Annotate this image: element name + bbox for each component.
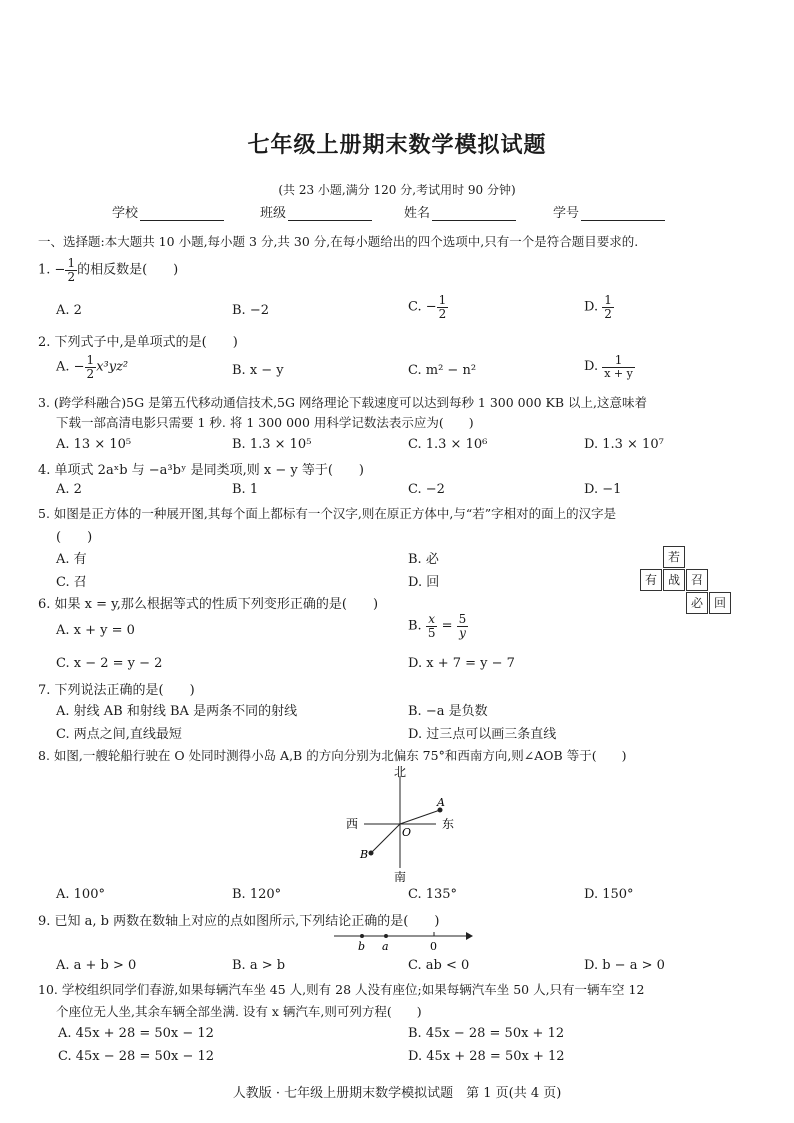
student-id-field: 学号 [553,202,665,221]
number-line-arrow [466,932,473,940]
question-10-line-2: 个座位无人坐,其余车辆全部坐满. 设有 x 辆汽车,则可列方程( ) [56,1004,422,1019]
q1-option-c[interactable]: C. − $\frac{1}{2}$ [408,293,447,321]
q3-option-b[interactable]: B. 1.3 × 10⁵ [232,437,312,452]
question-3-line-2: 下载一部高清电影只需要 1 秒. 将 1 300 000 用科学记数法表示应为( ) [56,415,474,430]
page-footer: 人教版 · 七年级上册期末数学模拟试题 第 1 页(共 4 页) [232,1086,562,1101]
point-b [369,851,374,856]
question-10-line-1: 10. 学校组织同学们春游,如果每辆汽车坐 45 人,则有 28 人没有座位;如果每辆汽车坐 50 人,只有一辆车空 12 [38,982,645,997]
name-field: 姓名 [404,202,516,221]
q5-option-a[interactable]: A. 有 [56,552,87,567]
q4-option-d[interactable]: D. −1 [584,482,622,497]
west-label: 西 [346,817,359,831]
fraction: $\frac{1}{x + y}$ [604,353,633,380]
exam-info: (共 23 小题,满分 120 分,考试用时 90 分钟) [278,183,516,197]
number-line-figure [330,926,476,956]
school-blank[interactable] [140,208,224,221]
q2-option-a[interactable]: A. − $\frac{1}{2}$ x³yz² [56,353,129,381]
question-3-line-1: 3. (跨学科融合)5G 是第五代移动通信技术,5G 网络理论下载速度可以达到每秒 1 300 000 KB 以上,这意味着 [38,395,647,410]
q9-option-a[interactable]: A. a + b > 0 [56,958,137,973]
q1-option-a[interactable]: A. 2 [56,303,82,318]
ray-oa [400,810,440,824]
q7-option-a[interactable]: A. 射线 AB 和射线 BA 是两条不同的射线 [56,704,298,719]
q3-option-c[interactable]: C. 1.3 × 10⁶ [408,437,488,452]
q10-option-b[interactable]: B. 45x − 28 = 50x + 12 [408,1026,565,1041]
net-cell-bottom-right: 回 [709,592,731,614]
cube-net-figure [640,546,740,622]
label-zero: 0 [430,940,437,953]
q4-option-b[interactable]: B. 1 [232,482,259,497]
q9-option-c[interactable]: C. ab < 0 [408,958,470,973]
label-a: A [437,796,445,809]
q7-option-b[interactable]: B. −a 是负数 [408,704,488,719]
school-field: 学校 [112,202,224,221]
q3-option-d[interactable]: D. 1.3 × 10⁷ [584,437,664,452]
north-label: 北 [394,765,407,779]
south-label: 南 [394,870,407,884]
question-8: 8. 如图,一艘轮船行驶在 O 处同时测得小岛 A,B 的方向分别为北偏东 75°和西南方向,则∠AOB 等于( ) [38,748,627,763]
q8-option-b[interactable]: B. 120° [232,887,282,902]
q2-option-d[interactable]: D. $\frac{1}{x + y}$ [584,353,633,380]
q10-option-c[interactable]: C. 45x − 28 = 50x − 12 [58,1049,215,1064]
question-2: 2. 下列式子中,是单项式的是( ) [38,335,238,350]
section-heading: 一、选择题:本大题共 10 小题,每小题 3 分,共 30 分,在每小题给出的四个选项中,只有一个是符合题目要求的. [38,234,639,249]
q1-option-b[interactable]: B. −2 [232,303,269,318]
q10-option-a[interactable]: A. 45x + 28 = 50x − 12 [58,1026,214,1041]
fraction: $\frac{1}{2}$ [67,256,76,284]
fraction: $\frac{x}{5}$ [427,612,436,640]
net-cell-left: 有 [640,569,662,591]
question-4: 4. 单项式 2aˣb 与 −a³bʸ 是同类项,则 x − y 等于( ) [38,463,364,478]
fraction: $\frac{1}{2}$ [438,293,447,321]
q8-option-a[interactable]: A. 100° [56,887,105,902]
question-5-line-1: 5. 如图是正方体的一种展开图,其每个面上都标有一个汉字,则在原正方体中,与“若”字相对的面上的汉字是 [38,506,617,521]
origin-label: O [402,826,412,839]
compass-figure [330,762,470,884]
question-7: 7. 下列说法正确的是( ) [38,683,195,698]
net-cell-right: 召 [686,569,708,591]
q6-option-b[interactable]: B. $\frac{x}{5}$ = $\frac{5}{y}$ [408,612,467,640]
class-blank[interactable] [288,208,372,221]
q2-option-c[interactable]: C. m² − n² [408,363,477,378]
page-title: 七年级上册期末数学模拟试题 [247,132,547,158]
q5-option-c[interactable]: C. 召 [56,575,87,590]
east-label: 东 [442,817,455,831]
q4-option-c[interactable]: C. −2 [408,482,445,497]
question-6: 6. 如果 x = y,那么根据等式的性质下列变形正确的是( ) [38,597,379,612]
point-b [360,934,364,938]
fraction: $\frac{1}{2}$ [604,293,612,321]
question-5-line-2: ( ) [56,530,93,545]
class-field: 班级 [260,202,372,221]
net-cell-middle: 战 [663,569,685,591]
q1-option-d[interactable]: D. $\frac{1}{2}$ [584,293,612,321]
q6-option-d[interactable]: D. x + 7 = y − 7 [408,656,515,671]
student-id-blank[interactable] [581,208,665,221]
fraction: $\frac{1}{2}$ [86,353,95,381]
q7-option-d[interactable]: D. 过三点可以画三条直线 [408,727,557,742]
label-b: B [360,848,369,861]
net-cell-top: 若 [663,546,685,568]
q4-option-a[interactable]: A. 2 [56,482,82,497]
q5-option-b[interactable]: B. 必 [408,552,439,567]
q6-option-c[interactable]: C. x − 2 = y − 2 [56,656,163,671]
q6-option-a[interactable]: A. x + y = 0 [56,623,135,638]
q9-option-d[interactable]: D. b − a > 0 [584,958,665,973]
q3-option-a[interactable]: A. 13 × 10⁵ [56,437,132,452]
q10-option-d[interactable]: D. 45x + 28 = 50x + 12 [408,1049,565,1064]
q8-option-d[interactable]: D. 150° [584,887,634,902]
point-a [384,934,388,938]
fraction: $\frac{5}{y}$ [458,612,467,640]
label-b: b [358,940,366,953]
name-blank[interactable] [432,208,516,221]
q8-option-c[interactable]: C. 135° [408,887,458,902]
question-1: 1. − $\frac{1}{2}$ 的相反数是( ) [38,256,179,284]
q2-option-b[interactable]: B. x − y [232,363,284,378]
q5-option-d[interactable]: D. 回 [408,575,440,590]
q9-option-b[interactable]: B. a > b [232,958,286,973]
question-9: 9. 已知 a, b 两数在数轴上对应的点如图所示,下列结论正确的是( ) [38,914,440,929]
q7-option-c[interactable]: C. 两点之间,直线最短 [56,727,182,742]
label-a: a [382,940,389,953]
net-cell-bottom-left: 必 [686,592,708,614]
ray-ob [371,824,400,853]
